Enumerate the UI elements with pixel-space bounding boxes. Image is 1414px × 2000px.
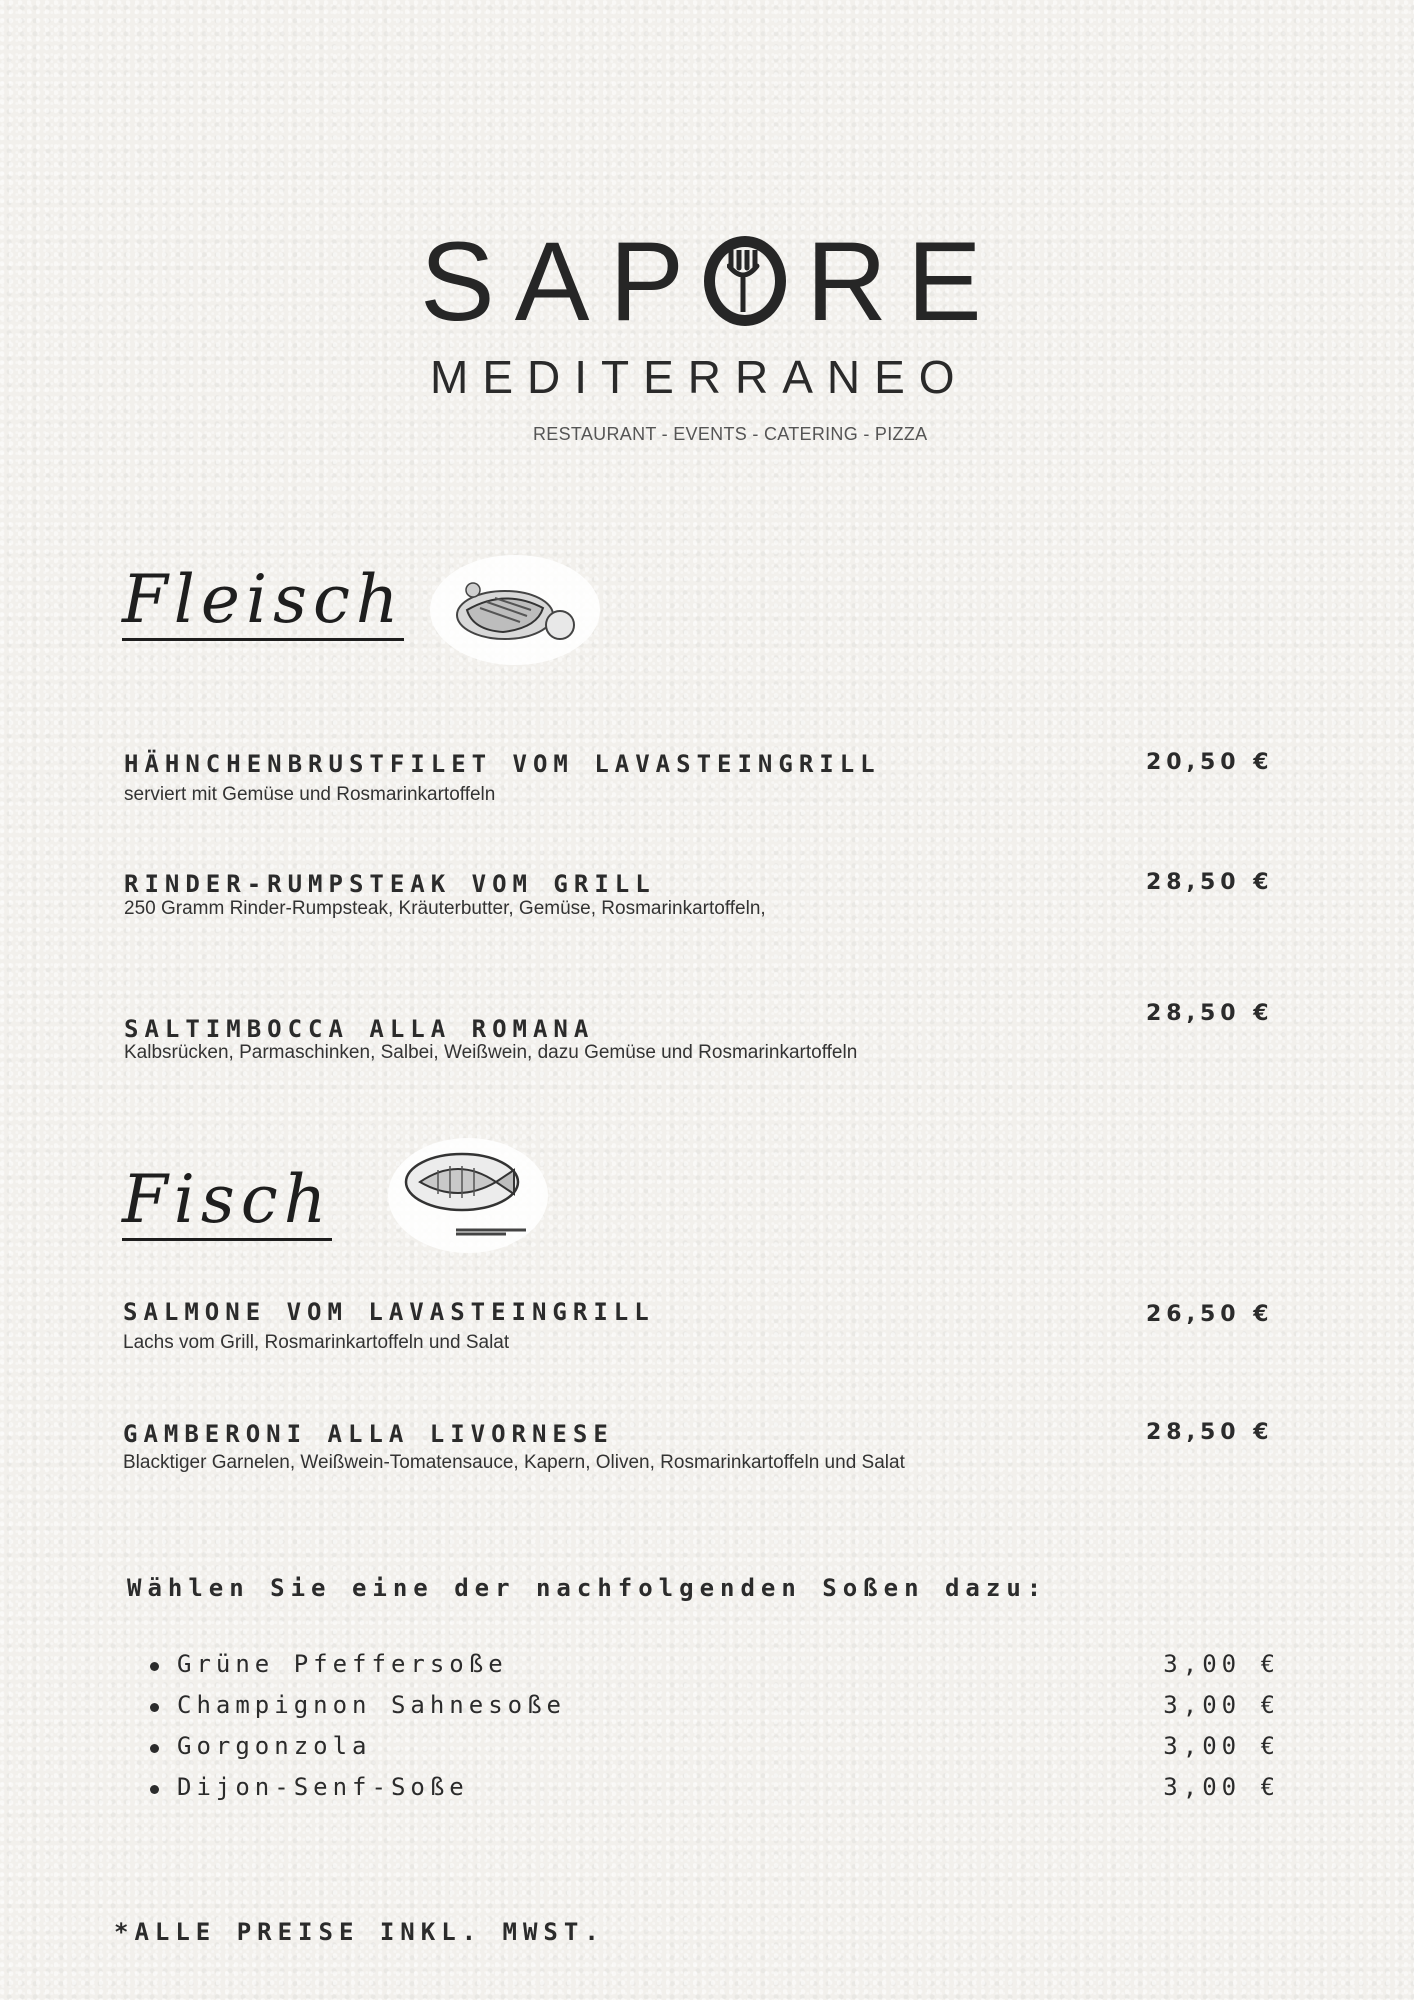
bullet-icon	[150, 1662, 159, 1671]
list-item	[150, 1732, 1280, 1773]
sauce-price: 3,00 €	[1163, 1691, 1280, 1719]
list-item	[150, 1650, 1280, 1691]
sauce-intro: Wählen Sie eine der nachfolgenden Soßen dazu:	[127, 1574, 1048, 1602]
menu-item-price: 28,50 €	[1146, 1420, 1274, 1445]
menu-item-name: SALTIMBOCCA ALLA ROMANA	[124, 1015, 595, 1043]
brand-subtitle: MEDITERRANEO	[430, 351, 969, 403]
menu-item-name: SALMONE VOM LAVASTEINGRILL	[123, 1298, 655, 1326]
menu-item-price: 28,50 €	[1146, 870, 1274, 895]
menu-item-price: 20,50 €	[1146, 750, 1274, 775]
fork-icon	[704, 236, 786, 326]
price-footnote: *ALLE PREISE INKL. MWST.	[114, 1918, 605, 1946]
list-item	[150, 1773, 1280, 1814]
sauce-name: Dijon-Senf-Soße	[177, 1773, 469, 1801]
sauce-price: 3,00 €	[1163, 1650, 1280, 1678]
bullet-icon	[150, 1785, 159, 1794]
brand-tagline: RESTAURANT - EVENTS - CATERING - PIZZA	[533, 424, 928, 444]
steak-plate-icon	[430, 555, 600, 665]
sauce-list	[150, 1650, 1280, 1814]
menu-item-price: 28,50 €	[1146, 1001, 1274, 1026]
section-title-fleisch: Fleisch	[122, 560, 404, 640]
sauce-price: 3,00 €	[1163, 1773, 1280, 1801]
grilled-fish-plate-icon	[388, 1138, 548, 1253]
menu-item-description: Blacktiger Garnelen, Weißwein-Tomatensauce, Kapern, Oliven, Rosmarinkartoffeln und Salat	[123, 1452, 905, 1473]
sauce-name: Grüne Pfeffersoße	[177, 1650, 508, 1678]
menu-item-description: Kalbsrücken, Parmaschinken, Salbei, Weißwein, dazu Gemüse und Rosmarinkartoffeln	[124, 1042, 858, 1063]
menu-item-price: 26,50 €	[1146, 1302, 1274, 1327]
sauce-price: 3,00 €	[1163, 1732, 1280, 1760]
brand-logo	[420, 219, 1040, 344]
menu-item-name: RINDER-RUMPSTEAK VOM GRILL	[124, 870, 656, 898]
menu-item-name: HÄHNCHENBRUSTFILET VOM LAVASTEINGRILL	[124, 750, 881, 778]
brand-name-part2: RE	[806, 219, 1002, 344]
menu-item-description: 250 Gramm Rinder-Rumpsteak, Kräuterbutter, Gemüse, Rosmarinkartoffeln,	[124, 898, 766, 919]
menu-item-description: serviert mit Gemüse und Rosmarinkartoffeln	[124, 784, 496, 805]
brand-name-part1: SAP	[420, 219, 705, 344]
bullet-icon	[150, 1744, 159, 1753]
menu-item-description: Lachs vom Grill, Rosmarinkartoffeln und Salat	[123, 1332, 510, 1353]
sauce-name: Gorgonzola	[177, 1732, 372, 1760]
section-title-fisch: Fisch	[122, 1160, 332, 1240]
menu-item-name: GAMBERONI ALLA LIVORNESE	[123, 1420, 614, 1448]
list-item	[150, 1691, 1280, 1732]
sauce-name: Champignon Sahnesoße	[177, 1691, 566, 1719]
bullet-icon	[150, 1703, 159, 1712]
